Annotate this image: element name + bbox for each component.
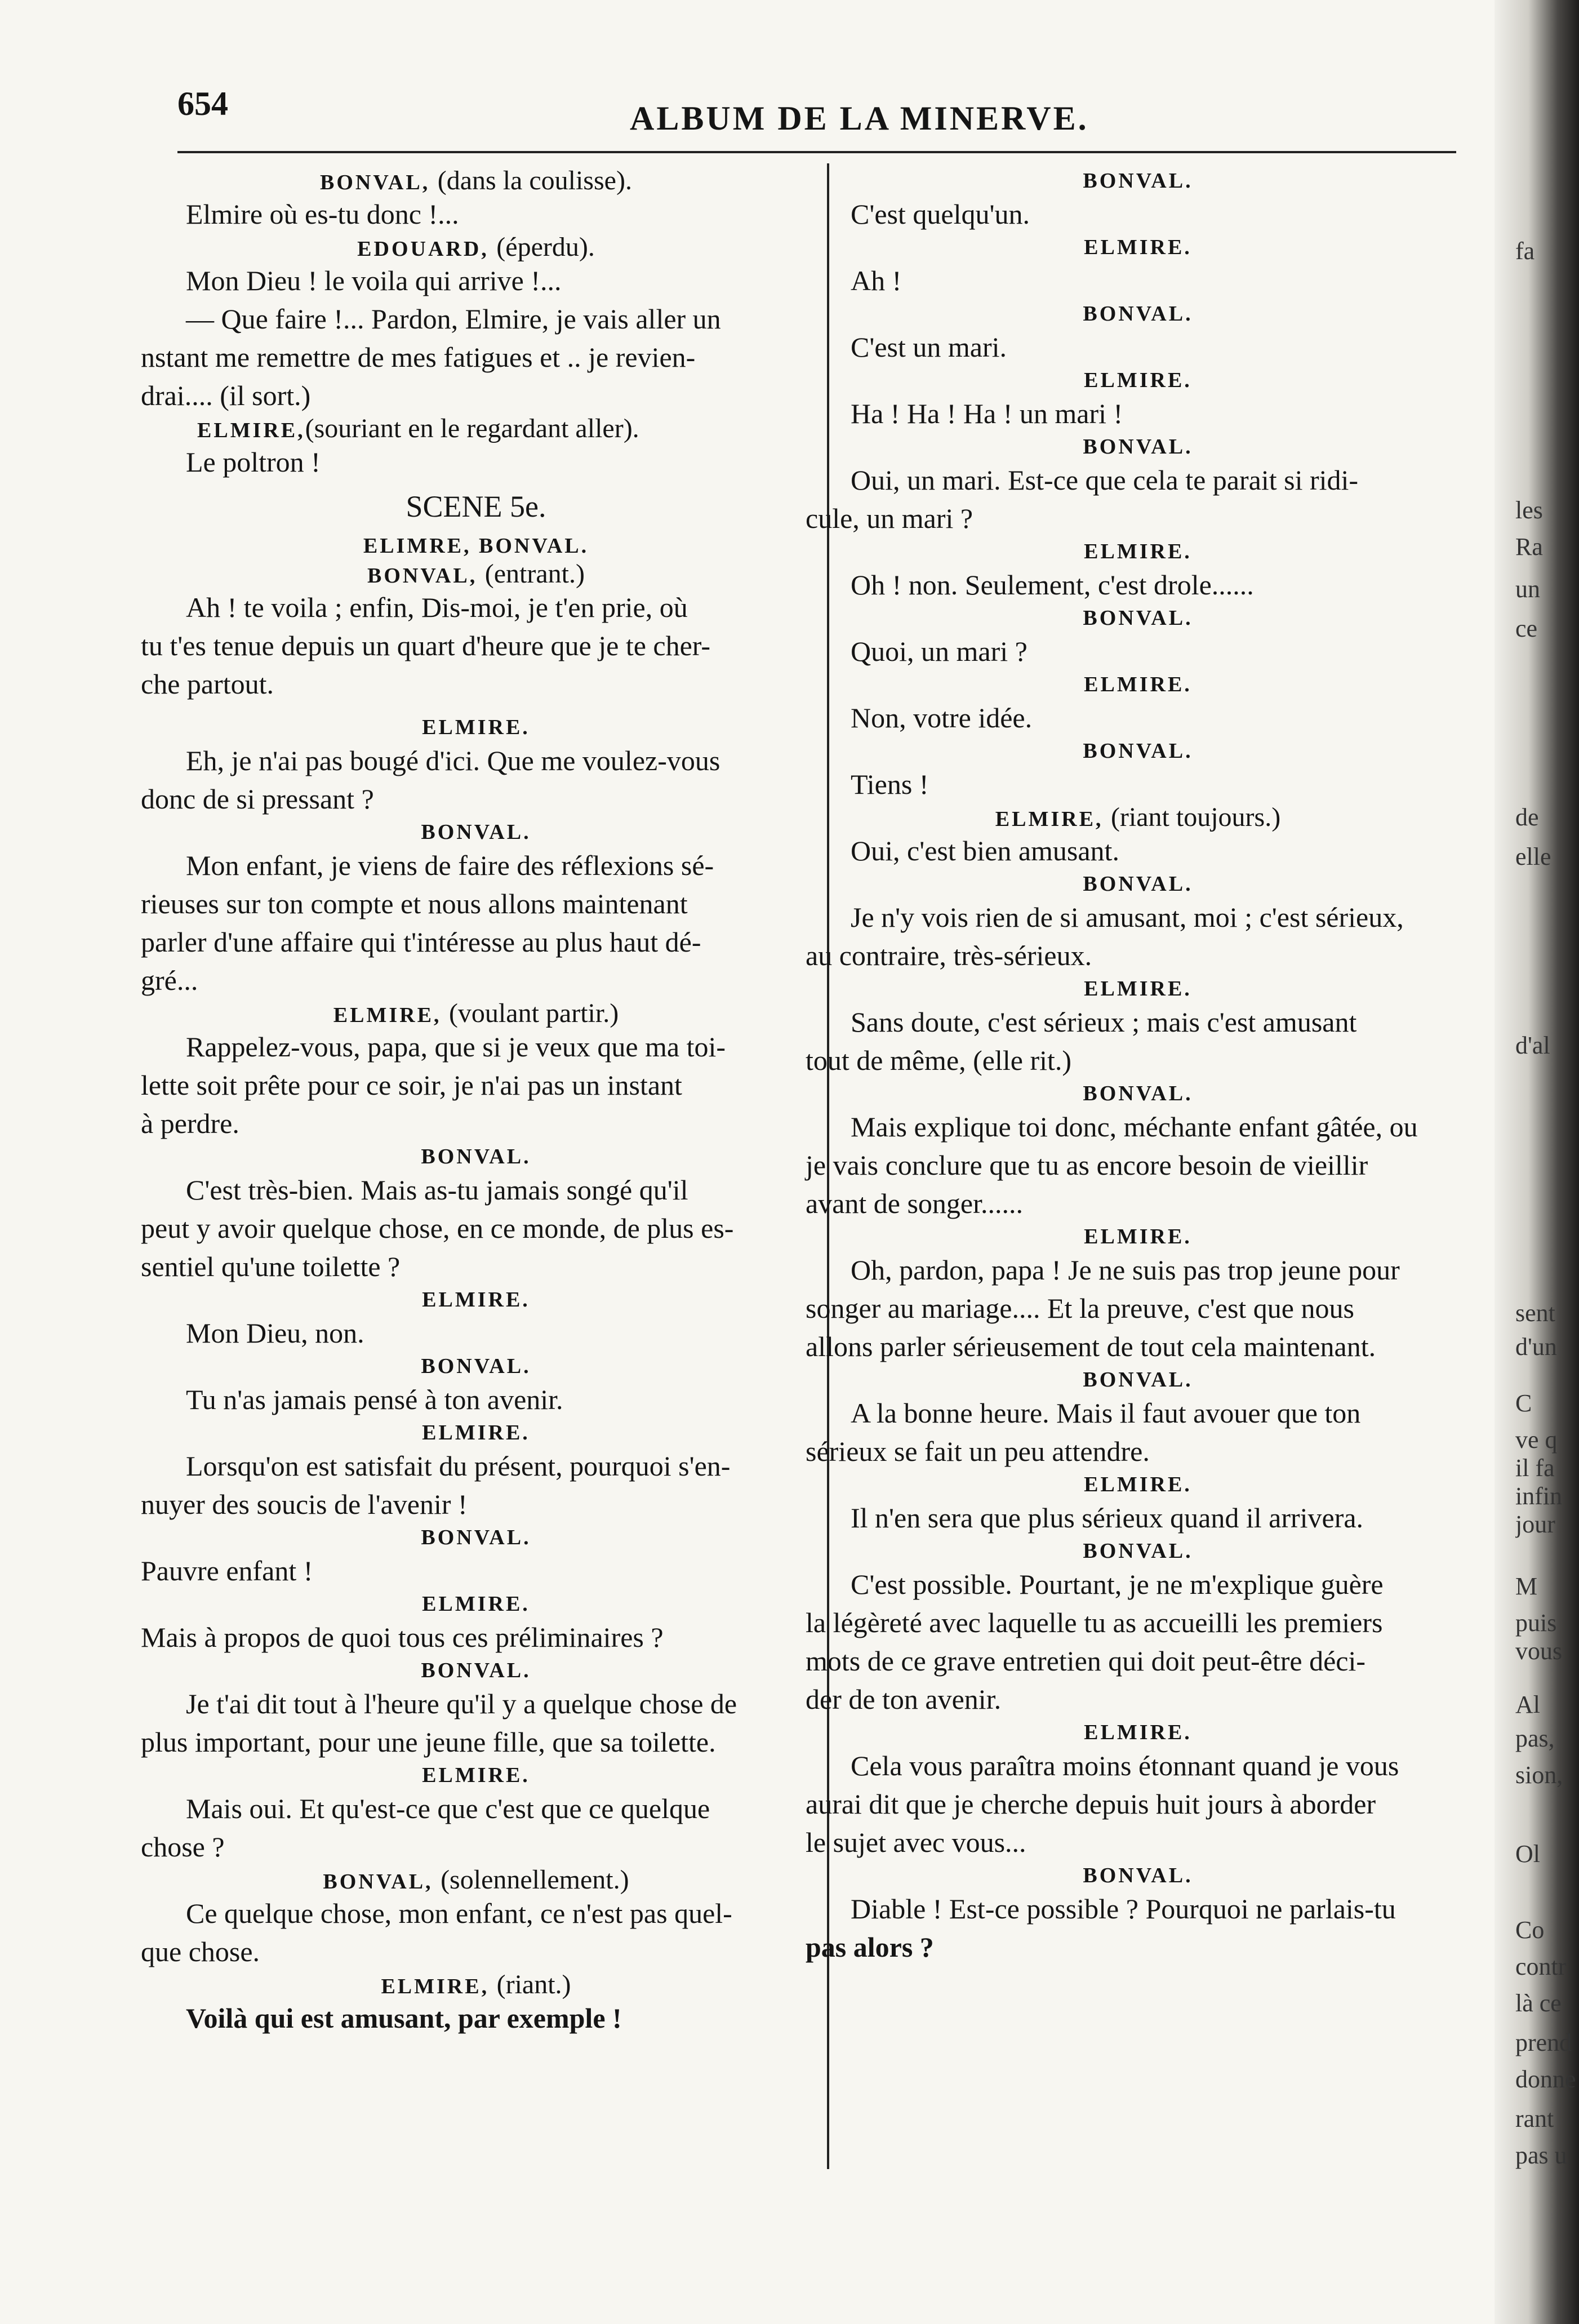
dialogue-line: Tu n'as jamais pensé à ton avenir. [186,1384,563,1415]
dialogue-line: Tiens ! [851,768,929,800]
dialogue-line: tu t'es tenue depuis un quart d'heure que je te cher- [141,630,711,661]
dialogue-line: allons parler sérieusement de tout cela maintenant. [806,1331,1376,1362]
dialogue-line: cule, un mari ? [806,503,973,534]
speaker-name: BONVAL, [323,1870,433,1894]
stage-direction: (riant.) [496,1970,571,1999]
speaker: ELMIRE. [422,1592,530,1616]
adjacent-page-fragment: M [1515,1572,1538,1600]
adjacent-page-fragment: contr [1515,1953,1567,1980]
dialogue-line: le sujet avec vous... [806,1827,1026,1858]
speaker: ELMIRE. [1084,977,1192,1001]
dialogue-line: Oh ! non. Seulement, c'est drole...... [851,569,1254,601]
dialogue-line: A la bonne heure. Mais il faut avouer que ton [851,1397,1361,1429]
adjacent-page-fragment: ce [1515,615,1538,642]
speaker: ELMIRE. [1084,1225,1192,1248]
dialogue-line: aurai dit que je cherche depuis huit jours à aborder [806,1788,1376,1820]
page-number: 654 [177,85,228,122]
adjacent-page-fragment: prend [1515,2029,1572,2056]
stage-direction: (entrant.) [484,559,585,589]
speaker [141,1971,811,1999]
dialogue-line: Mais oui. Et qu'est-ce que c'est que ce quelque [186,1793,710,1824]
adjacent-page-fragment: de [1515,803,1539,831]
speaker: BONVAL. [1083,1368,1193,1392]
adjacent-page-fragment: Ol [1515,1840,1540,1868]
dialogue-line: nstant me remettre de mes fatigues et .. je revien- [141,341,696,373]
dialogue-line: Non, votre idée. [851,702,1033,734]
dialogue-line: che partout. [141,668,274,700]
speaker: ELMIRE. [1084,1721,1192,1744]
adjacent-page-fragment: sent [1515,1299,1555,1327]
adjacent-page-fragment: d'al [1515,1032,1550,1059]
speaker: ELMIRE. [1084,235,1192,259]
stage-direction: (voulant partir.) [448,998,619,1028]
speaker-name: ELMIRE, [381,1975,490,1998]
speaker: BONVAL. [1083,435,1193,459]
dialogue-line: Mon Dieu, non. [186,1317,364,1349]
dialogue-line: Mais explique toi donc, méchante enfant gâtée, ou [851,1111,1418,1143]
speaker: BONVAL. [1083,169,1193,193]
stage-direction: (solennellement.) [441,1865,629,1895]
speaker: ELMIRE. [422,1763,530,1787]
speaker: BONVAL. [1083,606,1193,630]
scene-heading: SCENE 5e. [406,490,546,523]
adjacent-page-fragment: rant [1515,2105,1554,2132]
dialogue-line: parler d'une affaire qui t'intéresse au plus haut dé- [141,926,701,958]
speaker: BONVAL. [1083,1082,1193,1105]
dialogue-line: Mais à propos de quoi tous ces préliminaires ? [141,1621,664,1653]
adjacent-page-fragment: vous [1515,1637,1563,1665]
dialogue-line: à perdre. [141,1108,239,1139]
dialogue-line: Mon enfant, je viens de faire des réflexions sé- [186,850,714,881]
adjacent-page-fragment: un [1515,575,1540,603]
dialogue-line: C'est possible. Pourtant, je ne m'explique guère [851,1568,1384,1600]
adjacent-page-fragment: fa [1515,237,1535,265]
dialogue-line: avant de songer...... [806,1188,1024,1219]
dialogue-line: sentiel qu'une toilette ? [141,1251,401,1282]
dialogue-line: sérieux se fait un peu attendre. [806,1436,1150,1467]
stage-direction: (riant toujours.) [1110,802,1281,832]
dialogue-line: nuyer des soucis de l'avenir ! [141,1488,468,1520]
dialogue-line: Lorsqu'on est satisfait du présent, pourquoi s'en- [186,1450,731,1482]
dialogue-line: peut y avoir quelque chose, en ce monde, de plus es- [141,1212,734,1244]
speaker: ELMIRE. [1084,540,1192,563]
dialogue-line: C'est un mari. [851,331,1007,363]
speaker-name: EDOUARD, [357,237,489,261]
dialogue-line: plus important, pour une jeune fille, que sa toilette. [141,1726,716,1758]
dialogue-line: Eh, je n'ai pas bougé d'ici. Que me voulez-vous [186,745,720,776]
adjacent-page-fragment: infin [1515,1482,1563,1510]
dialogue-line: Ce quelque chose, mon enfant, ce n'est pas quel- [186,1898,732,1929]
adjacent-page-fragment: il fa [1515,1454,1555,1482]
dialogue-line: au contraire, très-sérieux. [806,940,1092,971]
dialogue-line: Ah ! te voila ; enfin, Dis-moi, je t'en prie, où [186,592,688,623]
speaker: ELMIRE. [422,1421,530,1445]
adjacent-page-fragment: pas, [1515,1725,1555,1752]
dialogue-line: Le poltron ! [186,446,321,478]
dialogue-line: Diable ! Est-ce possible ? Pourquoi ne parlais-tu [851,1893,1396,1925]
dialogue-line: lette soit prête pour ce soir, je n'ai pas un instant [141,1069,682,1101]
adjacent-page-fragment: ve q [1515,1426,1558,1454]
adjacent-page-fragment: les [1515,496,1543,524]
speaker [141,167,811,195]
dialogue-line: gré... [141,965,198,996]
dialogue-line: Rappelez-vous, papa, que si je veux que ma toi- [186,1031,726,1063]
speaker-name: ELMIRE, [197,419,305,442]
dialogue-line: Pauvre enfant ! [141,1555,313,1587]
adjacent-page-fragment: C [1515,1389,1532,1417]
speaker-name: ELMIRE, [995,807,1104,831]
speaker [141,415,811,443]
dialogue-line: je vais conclure que tu as encore besoin de vieillir [806,1149,1368,1181]
adjacent-page-fragment: pas u [1515,2141,1567,2169]
adjacent-page-fragment: jour [1515,1510,1555,1538]
dialogue-line: songer au mariage.... Et la preuve, c'est que nous [806,1292,1354,1324]
stage-direction: (dans la coulisse). [437,166,632,195]
speaker: ELMIRE. [422,1288,530,1312]
speaker: ELMIRE. [1084,368,1192,392]
dialogue-line: donc de si pressant ? [141,783,374,815]
speaker: BONVAL. [1083,1864,1193,1887]
dialogue-line: Cela vous paraîtra moins étonnant quand je vous [851,1750,1399,1781]
dialogue-line: Oui, un mari. Est-ce que cela te parait si ridi- [851,464,1359,496]
dialogue-line: chose ? [141,1831,225,1863]
header-rule [177,151,1456,153]
speaker: BONVAL. [421,1659,531,1682]
speaker: BONVAL. [1083,1539,1193,1563]
adjacent-page-fragment: Al [1515,1691,1540,1718]
dialogue-line: drai.... (il sort.) [141,380,311,411]
speaker: BONVAL. [421,1145,531,1168]
adjacent-page-fragment: elle [1515,843,1551,870]
speaker: ELMIRE. [1084,1473,1192,1496]
dialogue-line: C'est très-bien. Mais as-tu jamais songé qu'il [186,1174,688,1206]
cast-list: ELIMRE, BONVAL. [363,534,589,558]
dialogue-line: rieuses sur ton compte et nous allons maintenant [141,888,688,919]
adjacent-page-fragment: puis [1515,1609,1557,1637]
dialogue-line: Oui, c'est bien amusant. [851,835,1119,866]
speaker: BONVAL. [421,1526,531,1549]
dialogue-line: mots de ce grave entretien qui doit peut-être déci- [806,1645,1366,1677]
speaker [141,233,811,261]
stage-direction: (éperdu). [496,232,595,262]
speaker-name: BONVAL, [320,171,430,194]
dialogue-line: — Que faire !... Pardon, Elmire, je vais aller un [186,303,721,335]
running-title: ALBUM DE LA MINERVE. [630,100,1089,137]
dialogue-line: Elmire où es-tu donc !... [186,198,459,230]
right-column [806,167,1470,1966]
speaker [141,560,811,588]
speaker-name: BONVAL, [367,564,478,588]
speaker: BONVAL. [1083,872,1193,896]
adjacent-page-fragment: là ce [1515,1989,1562,2017]
dialogue-line: Je n'y vois rien de si amusant, moi ; c'est sérieux, [851,901,1404,933]
speaker: BONVAL. [421,820,531,844]
adjacent-page-fragment: sion, [1515,1761,1563,1789]
dialogue-line: tout de même, (elle rit.) [806,1045,1072,1076]
dialogue-line: Voilà qui est amusant, par exemple ! [186,2002,622,2034]
speaker [141,1866,811,1894]
speaker [806,803,1470,832]
adjacent-page-fragment: Ra [1515,533,1543,561]
left-column [141,167,811,2037]
dialogue-line: que chose. [141,1936,260,1967]
speaker: BONVAL. [1083,739,1193,763]
dialogue-line: Quoi, un mari ? [851,636,1028,667]
stage-direction: (souriant en le regardant aller). [305,414,639,443]
speaker: ELMIRE. [1084,673,1192,696]
adjacent-page-fragment: donne [1515,2065,1576,2093]
speaker: ELMIRE. [422,716,530,739]
dialogue-line: la légèreté avec laquelle tu as accueilli les premiers [806,1607,1383,1638]
dialogue-line: Je t'ai dit tout à l'heure qu'il y a quelque chose de [186,1688,737,1719]
adjacent-page-fragment: d'un [1515,1333,1557,1361]
dialogue-line: Ah ! [851,265,902,296]
dialogue-line: der de ton avenir. [806,1683,1002,1715]
speaker-name: ELMIRE, [333,1003,442,1027]
dialogue-line: Mon Dieu ! le voila qui arrive !... [186,265,562,296]
dialogue-line: Il n'en sera que plus sérieux quand il arrivera. [851,1502,1364,1534]
dialogue-line: C'est quelqu'un. [851,198,1030,230]
speaker: BONVAL. [1083,302,1193,326]
speaker [141,999,811,1028]
adjacent-page-fragment: Co [1515,1916,1545,1944]
dialogue-line: Ha ! Ha ! Ha ! un mari ! [851,398,1123,429]
dialogue-line: Sans doute, c'est sérieux ; mais c'est amusant [851,1006,1357,1038]
dialogue-line: Oh, pardon, papa ! Je ne suis pas trop jeune pour [851,1254,1400,1286]
dialogue-line: pas alors ? [806,1931,934,1963]
speaker: BONVAL. [421,1354,531,1378]
